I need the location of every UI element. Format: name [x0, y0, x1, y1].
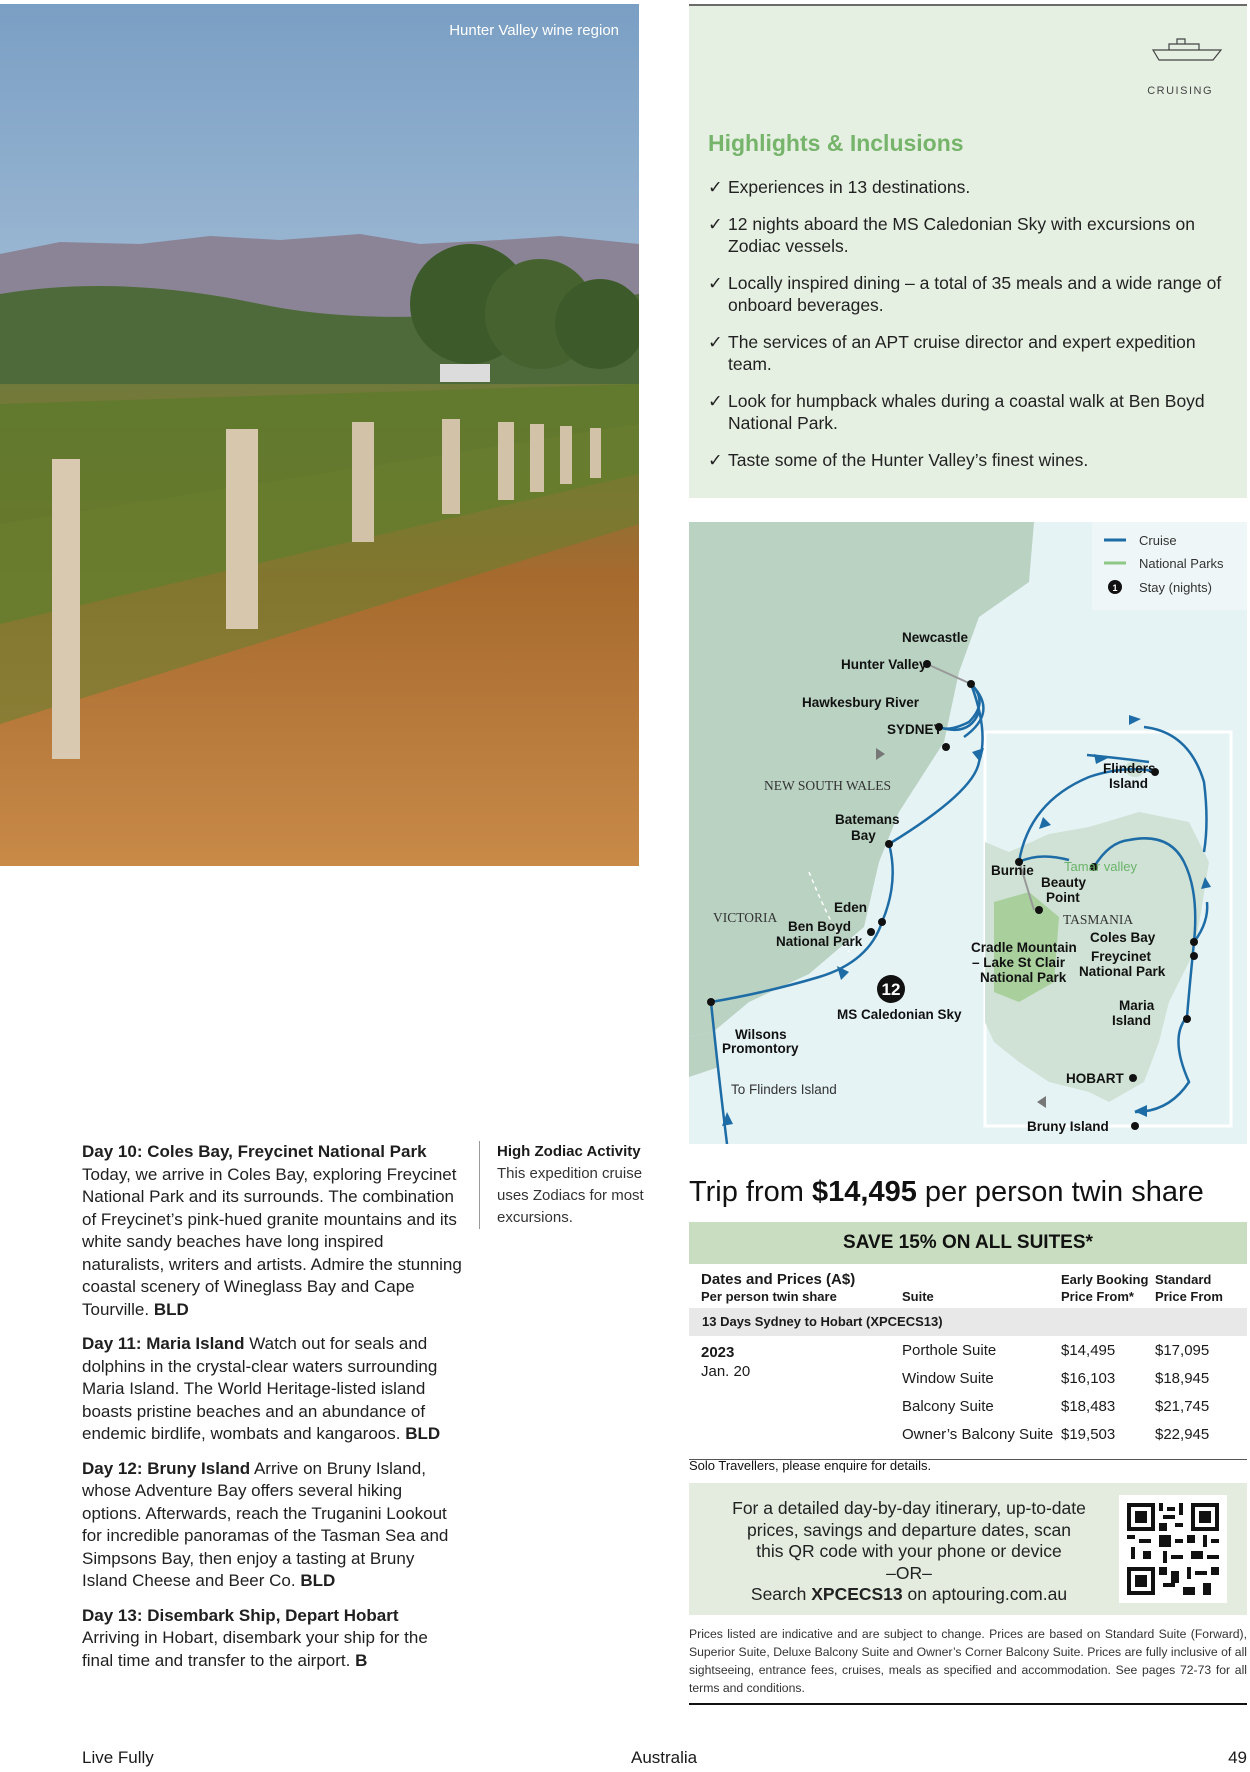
label-beauty-1: Beauty	[1041, 875, 1087, 890]
stay-count: 12	[881, 980, 901, 999]
label-flinders-2: Island	[1109, 776, 1149, 791]
table-row: Window Suite $16,103 $18,945	[902, 1370, 1210, 1387]
note-body: This expedition cruise uses Zodiacs for most excursions.	[497, 1165, 644, 1226]
check-icon: ✓	[708, 450, 723, 470]
label-maria-2: Island	[1112, 1013, 1152, 1028]
day-body: Arriving in Hobart, disembark your ship for the final time and transfer to the airport.	[82, 1628, 428, 1670]
solo-note: Solo Travellers, please enquire for details.	[689, 1458, 932, 1473]
trip-price-heading: Trip from $14,495 per person twin share	[689, 1176, 1204, 1208]
label-maria-1: Maria	[1119, 998, 1155, 1013]
label-sydney: SYDNEY	[887, 722, 943, 737]
day-meals: B	[355, 1650, 368, 1670]
price-table	[689, 1268, 1247, 1460]
day-body: Arrive on Bruny Island, whose Adventure Bay offers several hiking options. Afterwards, reach the Truganini Lookout for incredible panoramas of the Tasman Sea and Simpsons Bay, then enjoy a tasting at Bruny Island Cheese and Beer Co.	[82, 1458, 449, 1590]
itinerary-day	[82, 1605, 462, 1673]
label-cradle-2: – Lake St Clair	[972, 955, 1066, 970]
table-row: Owner’s Balcony Suite $19,503 $22,945	[902, 1426, 1210, 1443]
label-hobart: HOBART	[1066, 1071, 1124, 1086]
route-map	[689, 522, 1247, 1144]
footer-tagline: Live Fully	[82, 1748, 154, 1767]
check-icon: ✓	[708, 177, 723, 197]
qr-code-icon	[1127, 1503, 1219, 1595]
label-wilsons-2: Promontory	[722, 1041, 799, 1056]
day-meals: BLD	[405, 1424, 441, 1443]
region-tasmania: TASMANIA	[1063, 912, 1134, 927]
region-nsw: NEW SOUTH WALES	[764, 778, 891, 793]
table-row: Balcony Suite $18,483 $21,745	[902, 1398, 1210, 1415]
itinerary-day	[82, 1333, 462, 1446]
legend-stay-marker: 1	[1112, 583, 1118, 593]
label-cradle-3: National Park	[980, 970, 1067, 985]
day-title: Day 13: Disembark Ship, Depart Hobart	[82, 1605, 399, 1625]
region-victoria: VICTORIA	[713, 910, 778, 925]
zodiac-note	[479, 1141, 659, 1229]
check-icon: ✓	[708, 214, 723, 234]
highlight-item: ✓ Experiences in 13 destinations.	[708, 177, 971, 197]
photo-caption: Hunter Valley wine region	[449, 22, 619, 39]
day-body: Watch out for seals and dolphins in the crystal-clear waters surrounding Maria Island. The World Heritage-listed island boasts pristine beaches and an abundance of endemic birdlife, wombats and kangaroos.	[82, 1334, 438, 1443]
highlight-item: ✓ 12 nights aboard the MS Caledonian Sky with excursions on Zodiac vessels.	[708, 214, 1195, 256]
label-hunter-valley: Hunter Valley	[841, 657, 927, 672]
check-icon: ✓	[708, 332, 723, 352]
label-ben-boyd-2: National Park	[776, 934, 863, 949]
qr-code[interactable]	[1119, 1495, 1227, 1603]
itinerary-day	[82, 1458, 462, 1593]
label-batemans-1: Batemans	[835, 812, 900, 827]
highlights-panel	[689, 4, 1247, 498]
label-tamar: Tamar valley	[1064, 859, 1137, 874]
highlights-list	[708, 176, 1228, 486]
label-freycinet-1: Freycinet	[1091, 949, 1152, 964]
label-freycinet-2: National Park	[1079, 964, 1166, 979]
itinerary-day	[82, 1141, 462, 1321]
qr-text: For a detailed day-by-day itinerary, up-to-date prices, savings and departure dates, scan this QR code with your phone or device –OR– Search XPCECS13 on aptouring.com.au	[732, 1498, 1086, 1604]
day-meals: BLD	[153, 1299, 189, 1319]
vineyard-illustration	[0, 4, 639, 866]
label-eden: Eden	[834, 900, 868, 915]
legend-cruise: Cruise	[1139, 533, 1177, 548]
label-bruny: Bruny Island	[1027, 1119, 1109, 1134]
page-number: 49	[1228, 1748, 1247, 1767]
day-body: Today, we arrive in Coles Bay, exploring Freycinet National Park and its surrounds. The combination of Freycinet’s pink-hued granite mountains and its white sandy beaches have long inspired naturalists, writers and artists. Admire the stunning coastal scenery of Wineglass Bay and Cape Tourville.	[82, 1164, 462, 1319]
legend-stay: Stay (nights)	[1139, 580, 1212, 595]
label-cradle-1: Cradle Mountain	[971, 940, 1077, 955]
trip-price: $14,495	[812, 1176, 917, 1208]
day-title: Day 11: Maria Island	[82, 1334, 245, 1353]
note-title: High Zodiac Activity	[497, 1143, 641, 1160]
save-banner: SAVE 15% ON ALL SUITES*	[689, 1222, 1247, 1264]
qr-panel	[689, 1483, 1247, 1615]
highlight-item: ✓ The services of an APT cruise director and expert expedition team.	[708, 332, 1196, 374]
highlight-item: ✓ Look for humpback whales during a coastal walk at Ben Boyd National Park.	[708, 391, 1205, 433]
day-meals: BLD	[300, 1571, 336, 1590]
highlights-title: Highlights & Inclusions	[708, 130, 964, 156]
label-coles: Coles Bay	[1090, 930, 1156, 945]
category-label: CRUISING	[1147, 85, 1213, 97]
label-ben-boyd-1: Ben Boyd	[788, 919, 852, 934]
label-beauty-2: Point	[1046, 890, 1080, 905]
fine-print: Prices listed are indicative and are subject to change. Prices are based on Standard Suite (Forward), Superior Suite, Deluxe Balcony Suite and Owner’s Corner Balcony Suite. Prices are fully inclusive of all sightseeing, entrance fees, cruises, meals as specified and accommodation. See pages 72-73 for all terms and conditions.	[689, 1625, 1247, 1705]
check-icon: ✓	[708, 273, 723, 293]
day-title: Day 12: Bruny Island	[82, 1458, 251, 1478]
legend-parks: National Parks	[1139, 556, 1224, 571]
table-body	[689, 1336, 1247, 1460]
footer-section: Australia	[631, 1748, 698, 1767]
itinerary	[82, 1141, 462, 1684]
search-code: XPCECS13	[811, 1584, 903, 1604]
departure-year: 2023	[701, 1344, 735, 1361]
highlight-item: ✓ Taste some of the Hunter Valley’s finest wines.	[708, 450, 1089, 470]
vineyard-photo	[0, 4, 639, 866]
label-wilsons-1: Wilsons	[735, 1027, 787, 1042]
ship-icon	[1151, 36, 1223, 64]
table-header: Dates and Prices (A$) Per person twin share Suite Early Booking Price From* Standard Price From	[701, 1271, 1223, 1304]
label-hawkesbury: Hawkesbury River	[802, 695, 920, 710]
label-ship: MS Caledonian Sky	[837, 1007, 962, 1022]
label-flinders-1: Flinders	[1103, 761, 1156, 776]
label-to-flinders: To Flinders Island	[731, 1082, 837, 1097]
departure-date: Jan. 20	[701, 1363, 751, 1380]
check-icon: ✓	[708, 391, 723, 411]
label-batemans-2: Bay	[851, 828, 876, 843]
route-map-svg	[689, 522, 1247, 1144]
highlight-item: ✓ Locally inspired dining – a total of 35 meals and a wide range of onboard beverages.	[708, 273, 1222, 315]
label-newcastle: Newcastle	[902, 630, 969, 645]
table-row: Porthole Suite $14,495 $17,095	[902, 1342, 1210, 1359]
label-burnie: Burnie	[991, 863, 1034, 878]
table-subheader: 13 Days Sydney to Hobart (XPCECS13)	[689, 1308, 1247, 1336]
day-title: Day 10: Coles Bay, Freycinet National Park	[82, 1142, 427, 1161]
